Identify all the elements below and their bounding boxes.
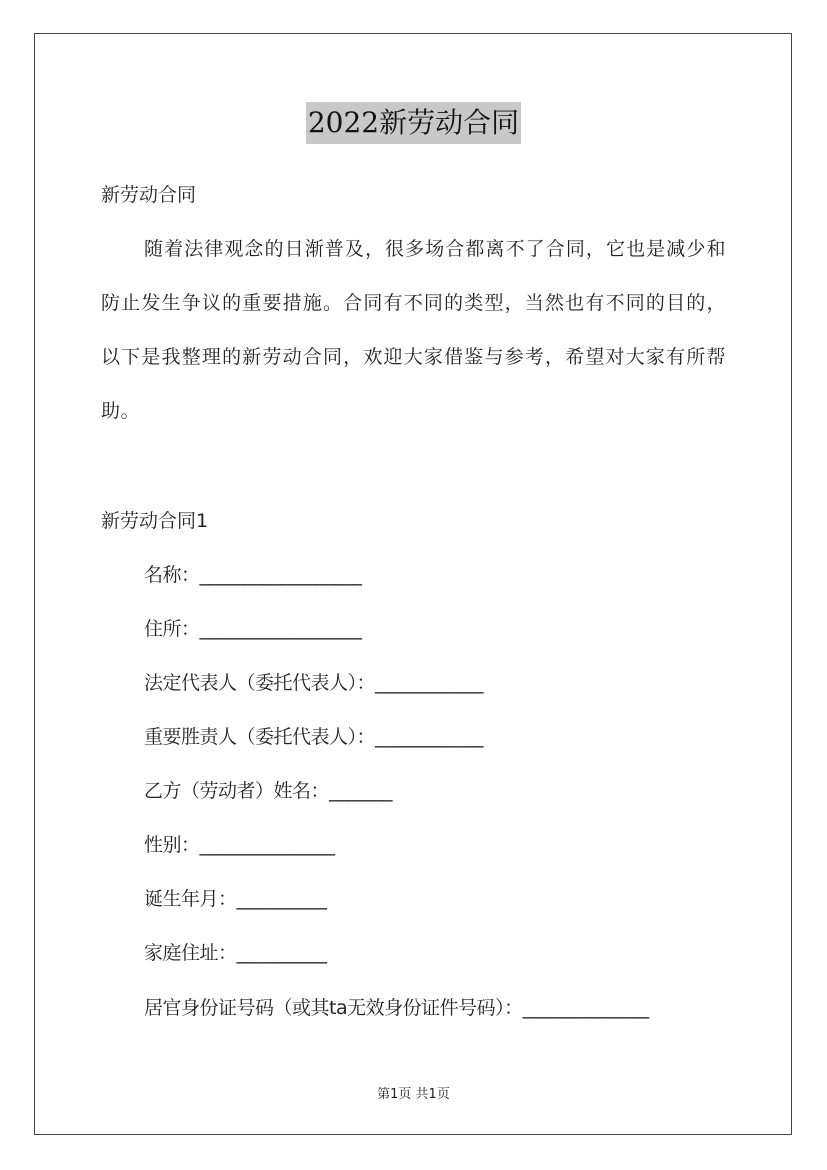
field-main-responsible-person: 重要胜责人（委托代表人）：____________ (144, 726, 484, 748)
title-container (0, 102, 827, 144)
field-worker-name: 乙方（劳动者）姓名：_______ (144, 780, 393, 802)
section-title: 新劳动合同1 (101, 510, 209, 532)
document-title: 2022新劳动合同 (306, 102, 521, 144)
field-home-address: 家庭住址：__________ (144, 942, 327, 964)
page-footer: 第1页 共1页 (377, 1087, 450, 1102)
field-birth-date: 诞生年月：__________ (144, 888, 327, 910)
field-name: 名称：__________________ (144, 564, 362, 586)
field-address: 住所：__________________ (144, 618, 362, 640)
document-subtitle: 新劳动合同 (101, 184, 197, 206)
field-gender: 性别：_______________ (144, 834, 335, 856)
field-id-number: 居官身份证号码（或其ta无效身份证件号码）：______________ (144, 997, 649, 1019)
intro-paragraph: 随着法律观念的日渐普及，很多场合都离不了合同，它也是减少和防止发生争议的重要措施。合同有不同的类型，当然也有不同的目的，以下是我整理的新劳动合同，欢迎大家借鉴与参考，希望对大家有所帮助。 (101, 238, 726, 422)
field-legal-representative: 法定代表人（委托代表人）：____________ (144, 672, 484, 694)
